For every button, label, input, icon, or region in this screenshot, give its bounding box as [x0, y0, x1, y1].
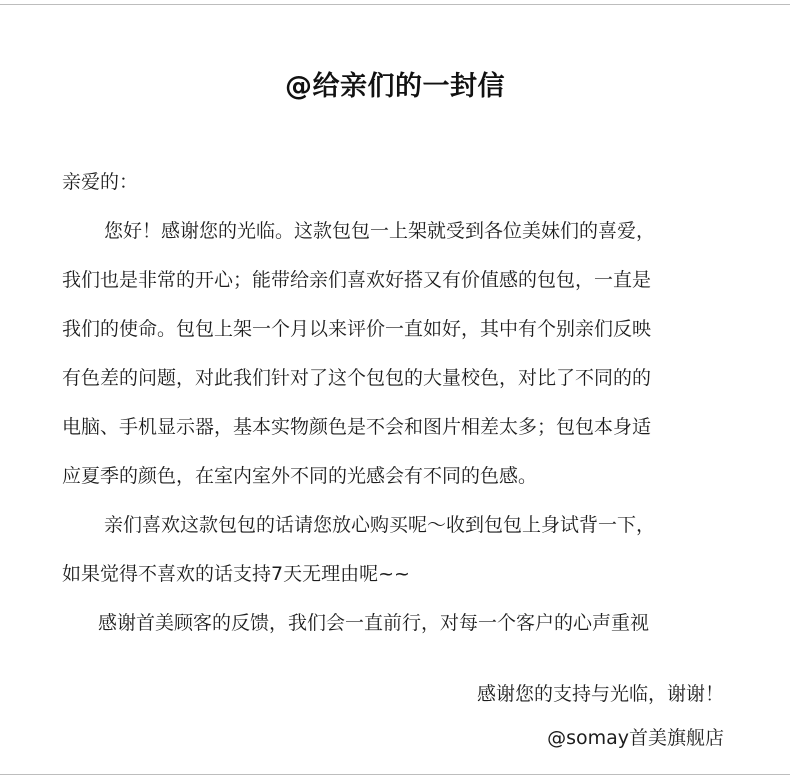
- letter-body: [62, 158, 732, 648]
- paragraph-2-line-1: 亲们喜欢这款包包的话请您放心购买呢～收到包包上身试背一下，: [104, 514, 656, 536]
- paragraph-1-line-2: 我们也是非常的开心；能带给亲们喜欢好搭又有价值感的包包，一直是: [62, 269, 652, 291]
- paragraph-1-line-6: 应夏季的颜色，在室内室外不同的光感会有不同的色感。: [62, 465, 538, 487]
- signoff: [477, 672, 724, 760]
- top-divider: [0, 4, 790, 5]
- signoff-thanks: 感谢您的支持与光临，谢谢！: [476, 683, 724, 705]
- paragraph-1-line-3: 我们的使命。包包上架一个月以来评价一直如好，其中有个别亲们反映: [62, 318, 652, 340]
- paragraph-1-line-5: 电脑、手机显示器，基本实物颜色是不会和图片相差太多；包包本身适: [62, 416, 652, 438]
- signoff-store-name: @somay首美旗舰店: [547, 727, 724, 749]
- paragraph-1-line-1: 您好！感谢您的光临。这款包包一上架就受到各位美妹们的喜爱，: [104, 220, 656, 242]
- letter-title: @给亲们的一封信: [285, 71, 505, 102]
- paragraph-1-line-4: 有色差的问题，对此我们针对了这个包包的大量校色，对比了不同的的: [62, 367, 652, 389]
- greeting: 亲爱的：: [62, 171, 139, 193]
- paragraph-2-line-2: 如果觉得不喜欢的话支持7天无理由呢~~: [62, 563, 410, 585]
- paragraph-3: 感谢首美顾客的反馈，我们会一直前行，对每一个客户的心声重视: [98, 612, 650, 634]
- bottom-divider: [0, 774, 790, 775]
